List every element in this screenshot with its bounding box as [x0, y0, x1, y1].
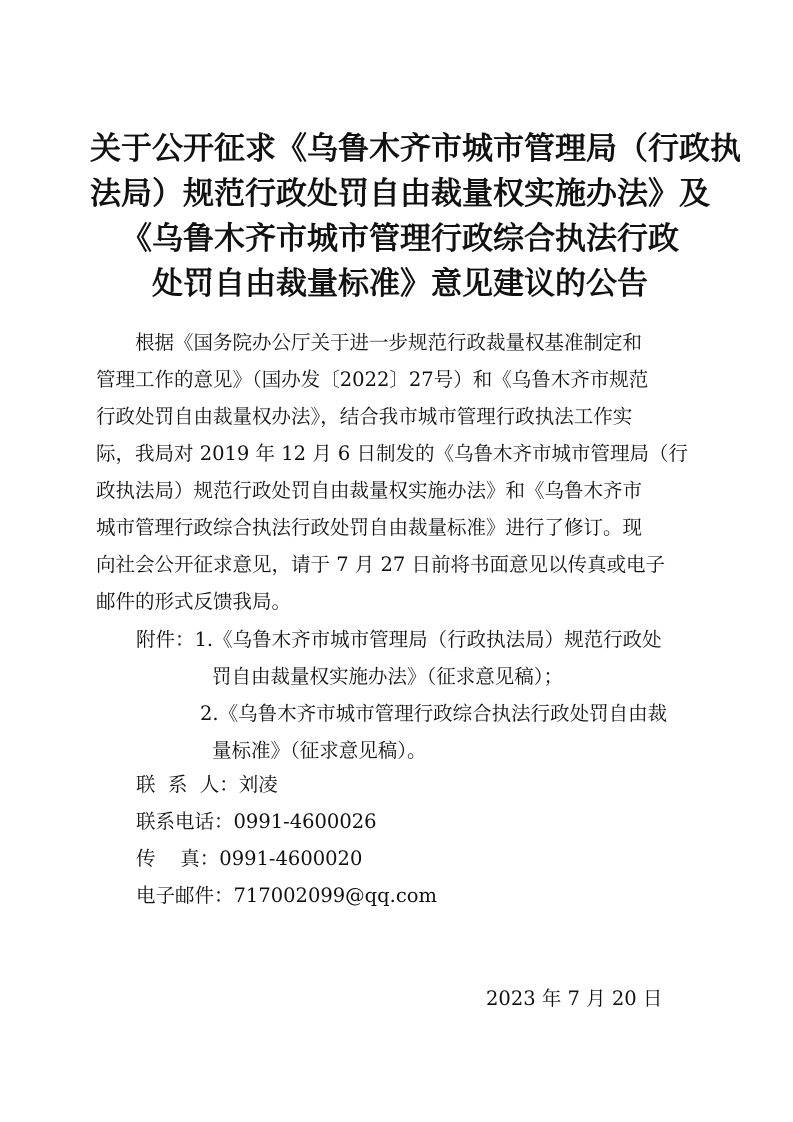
- title-line-1: 关于公开征求《乌鲁木齐市城市管理局（行政执: [90, 131, 741, 167]
- body-line-6: 城市管理行政综合执法行政处罚自由裁量标准》进行了修订。现: [96, 516, 643, 539]
- issue-date: 2023 年 7 月 20 日: [486, 987, 663, 1010]
- contact-phone: 联系电话：0991-4600026: [136, 810, 377, 833]
- announcement-body: [96, 324, 696, 620]
- body-line-1: 根据《国务院办公厅关于进一步规范行政裁量权基准制定和: [135, 331, 643, 354]
- title-line-3: 《乌鲁木齐市城市管理行政综合执法行政: [121, 221, 679, 257]
- contact-info: [136, 766, 437, 914]
- announcement-title: [90, 127, 741, 307]
- attachment-item-2: 2.《乌鲁木齐市城市管理行政综合执法行政处罚自由裁: [200, 702, 668, 725]
- attachment-item-1: 1.《乌鲁木齐市城市管理局（行政执法局）规范行政处: [194, 628, 662, 651]
- title-line-2: 法局）规范行政处罚自由裁量权实施办法》及: [90, 176, 710, 212]
- body-line-2: 管理工作的意见》（国办发〔2022〕27号）和《乌鲁木齐市规范: [96, 368, 649, 391]
- attachment-item-1-continued: 罚自由裁量权实施办法》（征求意见稿）；: [212, 665, 564, 688]
- body-line-8: 邮件的形式反馈我局。: [96, 590, 292, 613]
- attachments-section: [136, 621, 696, 695]
- attachment-item-2-block: [200, 695, 667, 769]
- body-line-5: 政执法局）规范行政处罚自由裁量权实施办法》和《乌鲁木齐市: [96, 479, 643, 502]
- contact-person: 联 系 人：刘凌: [136, 773, 278, 796]
- contact-email: 电子邮件：717002099@qq.com: [136, 884, 437, 907]
- attachments-label: 附件：: [136, 628, 195, 651]
- body-line-7: 向社会公开征求意见，请于 7 月 27 日前将书面意见以传真或电子: [96, 553, 666, 576]
- title-line-4: 处罚自由裁量标准》意见建议的公告: [152, 266, 648, 302]
- body-line-4: 际，我局对 2019 年 12 月 6 日制发的《乌鲁木齐市城市管理局（行: [96, 442, 689, 465]
- attachment-item-2-continued: 量标准》（征求意见稿）。: [212, 739, 427, 762]
- contact-fax: 传 真：0991-4600020: [136, 847, 363, 870]
- body-line-3: 行政处罚自由裁量权办法》，结合我市城市管理行政执法工作实: [96, 405, 633, 428]
